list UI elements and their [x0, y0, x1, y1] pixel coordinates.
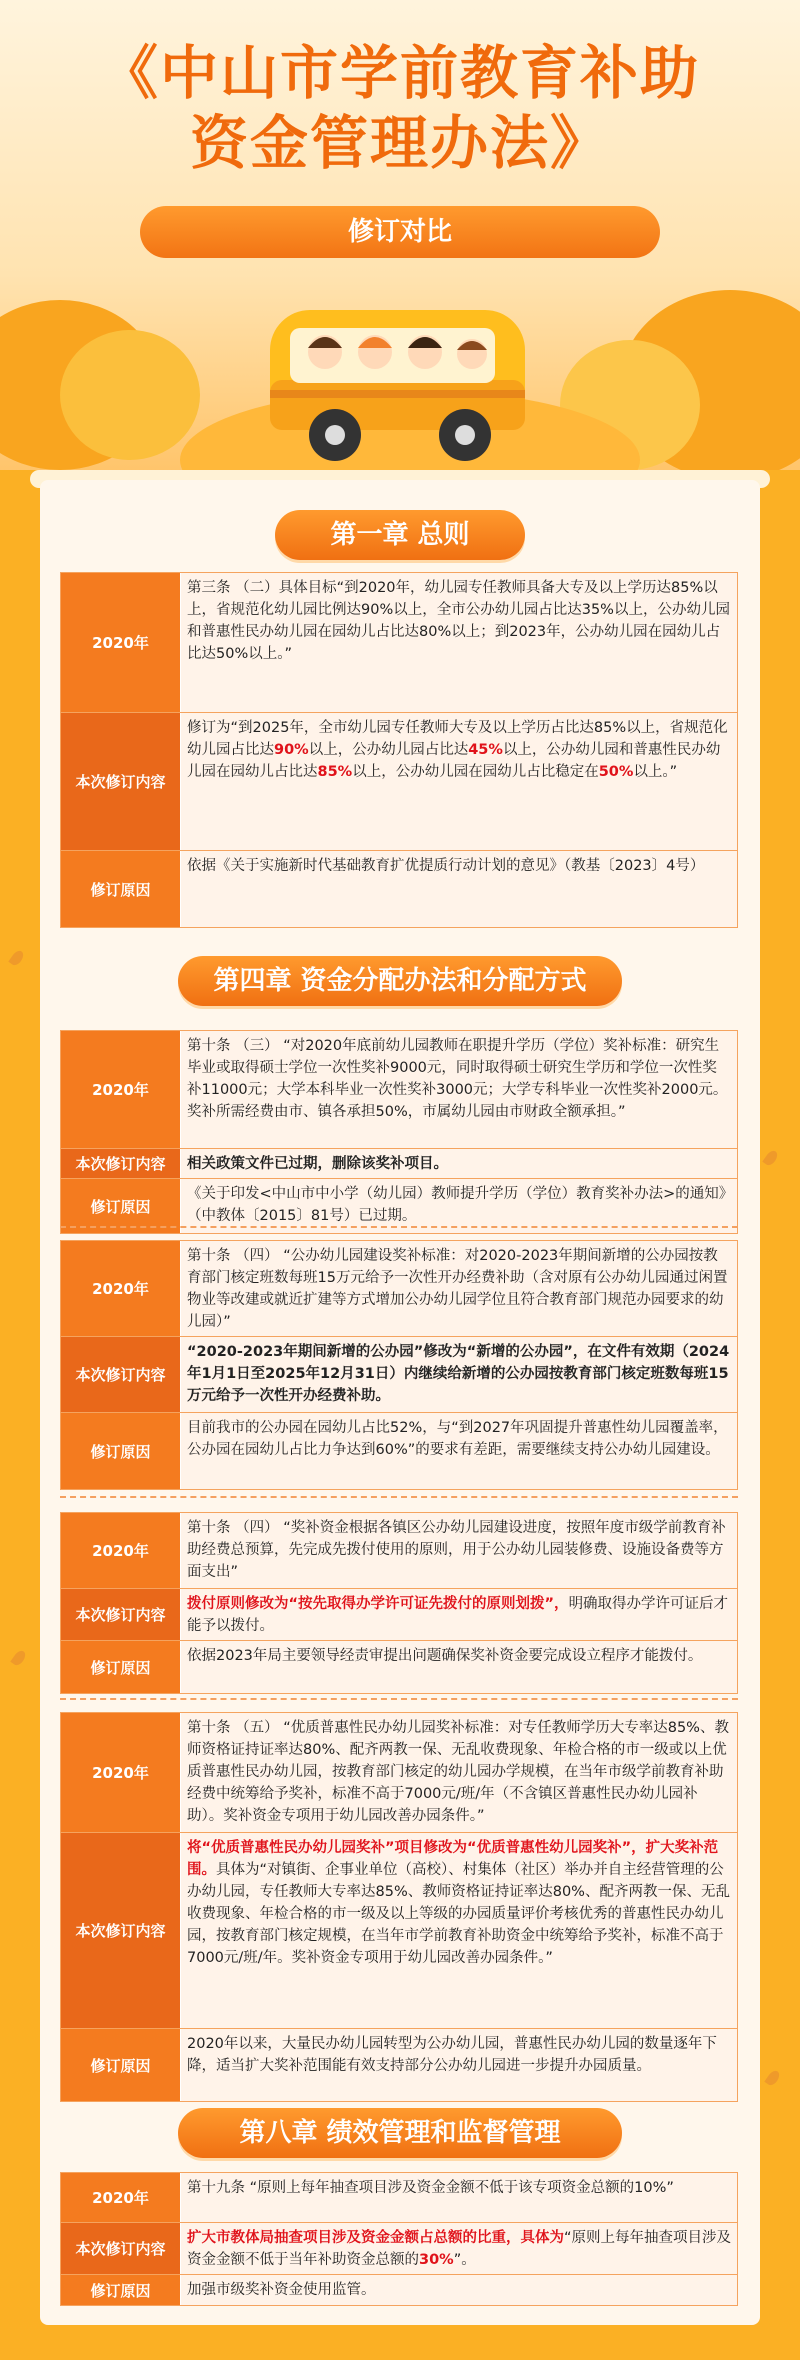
table-row: [61, 2275, 737, 2305]
label-revision: 本次修订内容: [61, 1833, 181, 2028]
label-reason: 修订原因: [61, 1179, 181, 1233]
label-revision: 本次修订内容: [61, 1337, 181, 1412]
table-row: [61, 713, 737, 851]
reason-text: 依据《关于实施新时代基础教育扩优提质行动计划的意见》（教基〔2023〕4号）: [181, 851, 737, 927]
label-2020: 2020年: [61, 2173, 181, 2222]
revision-text: “2020-2023年期间新增的公办园”修改为“新增的公办园”，在文件有效期（2024年1月1日至2025年12月31日）内继续给新增的公办园按教育部门核定班数每班15万元给予一次性开办经费补助。: [181, 1337, 737, 1412]
table-row: [61, 1337, 737, 1413]
label-2020: 2020年: [61, 1241, 181, 1336]
label-reason: 修订原因: [61, 1413, 181, 1489]
section-article-10-4b: [60, 1512, 738, 1694]
table-row: [61, 2173, 737, 2223]
label-revision: 本次修订内容: [61, 713, 181, 850]
chapter-4-heading: 第四章 资金分配办法和分配方式: [178, 956, 622, 1006]
table-row: [61, 1589, 737, 1641]
label-revision: 本次修订内容: [61, 1589, 181, 1640]
divider: [60, 1698, 738, 1700]
label-reason: 修订原因: [61, 1641, 181, 1693]
chapter-8-heading: 第八章 绩效管理和监督管理: [178, 2108, 622, 2158]
table-row: [61, 1413, 737, 1489]
reason-text: 2020年以来，大量民办幼儿园转型为公办幼儿园，普惠性民办幼儿园的数量逐年下降，适当扩大奖补范围能有效支持部分公办幼儿园进一步提升办园质量。: [181, 2029, 737, 2101]
hero-banner: [0, 0, 800, 500]
table-row: [61, 1179, 737, 1233]
subtitle-badge: 修订对比: [140, 206, 660, 258]
table-row: [61, 1513, 737, 1589]
divider: [60, 1496, 738, 1498]
label-revision: 本次修订内容: [61, 1149, 181, 1178]
page-title-line1: 《中山市学前教育补助: [99, 39, 700, 107]
original-text: 第十条 （三） “对2020年底前幼儿园教师在职提升学历（学位）奖补标准：研究生毕业或取得硕士学位一次性奖补9000元，同时取得硕士研究生学历和学位一次性奖补11000元；大学本科毕业一次性奖补3000元；大学专科毕业一次性奖补2000元。奖补所需经费由市、镇各承担50%，市属幼儿园由市财政全额承担。”: [181, 1031, 737, 1148]
label-reason: 修订原因: [61, 851, 181, 927]
table-row: [61, 851, 737, 927]
revision-text: 拨付原则修改为“按先取得办学许可证先拨付的原则划拨”，明确取得办学许可证后才能予以拨付。: [181, 1589, 737, 1640]
table-row: [61, 1713, 737, 1833]
table-row: [61, 1031, 737, 1149]
table-row: [61, 2223, 737, 2275]
divider: [60, 1226, 738, 1228]
page-title-line2: 资金管理办法》: [189, 109, 610, 177]
reason-text: 依据2023年局主要领导经责审提出问题确保奖补资金要完成设立程序才能拨付。: [181, 1641, 737, 1693]
revision-text: 修订为“到2025年，全市幼儿园专任教师大专及以上学历占比达85%以上，省规范化幼儿园占比达90%以上，公办幼儿园占比达45%以上，公办幼儿园和普惠性民办幼儿园在园幼儿占比达85%以上，公办幼儿园在园幼儿占比稳定在50%以上。”: [181, 713, 737, 850]
table-row: [61, 1149, 737, 1179]
section-article-19: [60, 2172, 738, 2306]
section-article-10-4a: [60, 1240, 738, 1490]
original-text: 第十条 （四） “公办幼儿园建设奖补标准：对2020-2023年期间新增的公办园按教育部门核定班数每班15万元给予一次性开办经费补助（含对原有公办幼儿园通过闲置物业等改建或就近扩建等方式增加公办幼儿园学位且符合教育部门规范办园要求的幼儿园）”: [181, 1241, 737, 1336]
table-row: [61, 1641, 737, 1693]
label-2020: 2020年: [61, 1513, 181, 1588]
revision-text: 将“优质普惠性民办幼儿园奖补”项目修改为“优质普惠性幼儿园奖补”，扩大奖补范围。具体为“对镇街、企事业单位（高校）、村集体（社区）举办并自主经营管理的公办幼儿园，专任教师大专率达85%、教师资格证持证率达80%、配齐两教一保、无乱收费现象、年检合格的市一级及以上等级的办园质量评价考核优秀的普惠性民办幼儿园，按教育部门核定规模，在当年市学前教育补助资金中统筹给予奖补，标准不高于7000元/班/年。奖补资金专项用于幼儿园改善办园条件。”: [181, 1833, 737, 2028]
original-text: 第十条 （四） “奖补资金根据各镇区公办幼儿园建设进度，按照年度市级学前教育补助经费总预算，先完成先拨付使用的原则，用于公办幼儿园装修费、设施设备费等方面支出”: [181, 1513, 737, 1588]
original-text: 第十九条 “原则上每年抽查项目涉及资金金额不低于该专项资金总额的10%”: [181, 2173, 737, 2222]
section-article-3: [60, 572, 738, 928]
school-bus-illustration: [250, 290, 550, 470]
label-reason: 修订原因: [61, 2275, 181, 2305]
table-row: [61, 573, 737, 713]
table-row: [61, 1241, 737, 1337]
revision-text: 扩大市教体局抽查项目涉及资金金额占总额的比重，具体为“原则上每年抽查项目涉及资金金额不低于当年补助资金总额的30%”。: [181, 2223, 737, 2274]
label-revision: 本次修订内容: [61, 2223, 181, 2274]
revision-text: 相关政策文件已过期，删除该奖补项目。: [181, 1149, 737, 1178]
table-row: [61, 1833, 737, 2029]
reason-text: 加强市级奖补资金使用监管。: [181, 2275, 737, 2305]
label-2020: 2020年: [61, 573, 181, 712]
reason-text: 目前我市的公办园在园幼儿占比52%，与“到2027年巩固提升普惠性幼儿园覆盖率，公办园在园幼儿占比力争达到60%”的要求有差距，需要继续支持公办幼儿园建设。: [181, 1413, 737, 1489]
section-article-10-5: [60, 1712, 738, 2102]
original-text: 第十条 （五） “优质普惠性民办幼儿园奖补标准：对专任教师学历大专率达85%、教师资格证持证率达80%、配齐两教一保、无乱收费现象、年检合格的市一级或以上优质普惠性民办幼儿园，按教育部门核定的幼儿园办学规模，在当年市级学前教育补助经费中统筹给予奖补，标准不高于7000元/班/年（不含镇区普惠性民办幼儿园补助）。奖补资金专项用于幼儿园改善办园条件。”: [181, 1713, 737, 1832]
reason-text: 《关于印发<中山市中小学（幼儿园）教师提升学历（学位）教育奖补办法>的通知》（中教体〔2015〕81号）已过期。: [181, 1179, 737, 1233]
chapter-1-heading: 第一章 总则: [275, 510, 525, 560]
table-row: [61, 2029, 737, 2101]
original-text: 第三条 （二）具体目标“到2020年，幼儿园专任教师具备大专及以上学历达85%以上，省规范化幼儿园比例达90%以上，全市公办幼儿园占比达35%以上，公办幼儿园和普惠性民办幼儿园在园幼儿占比达80%以上；到2023年，公办幼儿园在园幼儿占比达50%以上。”: [181, 573, 737, 712]
label-2020: 2020年: [61, 1713, 181, 1832]
section-article-10-3: [60, 1030, 738, 1234]
label-reason: 修订原因: [61, 2029, 181, 2101]
label-2020: 2020年: [61, 1031, 181, 1148]
